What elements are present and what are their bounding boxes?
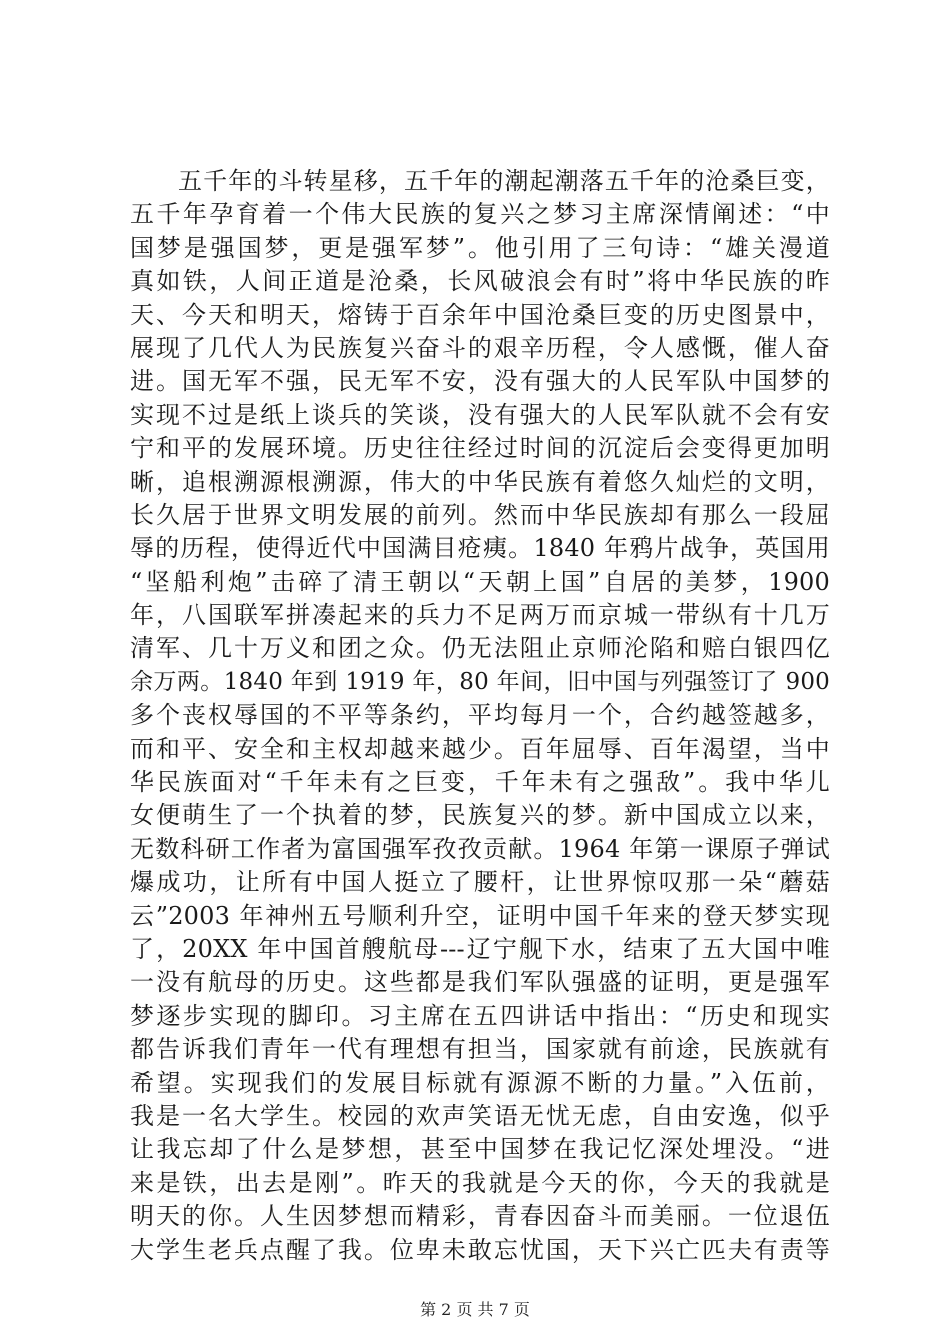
paragraph-line: 展现了几代人为民族复兴奋斗的艰辛历程，令人感慨，催人奋 (130, 333, 830, 362)
paragraph-line: 宁和平的发展环境。历史往往经过时间的沉淀后会变得更加明 (130, 434, 830, 463)
paragraph-line: 国梦是强国梦，更是强军梦”。他引用了三句诗：“雄关漫道 (130, 233, 830, 262)
paragraph-line: 大学生老兵点醒了我。位卑未敢忘忧国，天下兴亡匹夫有责等 (130, 1235, 830, 1264)
paragraph-line: 了，20XX 年中国首艘航母---辽宁舰下水，结束了五大国中唯 (130, 934, 830, 963)
paragraph-line: 年，八国联军拼凑起来的兵力不足两万而京城一带纵有十几万 (130, 601, 830, 630)
paragraph-line: 都告诉我们青年一代有理想有担当，国家就有前途，民族就有 (130, 1035, 830, 1064)
paragraph-line: 多个丧权辱国的不平等条约，平均每月一个，合约越签越多， (130, 701, 830, 730)
paragraph-line: 爆成功，让所有中国人挺立了腰杆，让世界惊叹那一朵“蘑菇 (130, 868, 830, 897)
paragraph-line: 五千年孕育着一个伟大民族的复兴之梦习主席深情阐述：“中 (130, 200, 830, 229)
paragraph-line: “坚船利炮”击碎了清王朝以“天朝上国”自居的美梦，1900 (130, 567, 830, 596)
paragraph-line: 天、今天和明天，熔铸于百余年中国沧桑巨变的历史图景中， (130, 300, 830, 329)
paragraph-line: 明天的你。人生因梦想而精彩，青春因奋斗而美丽。一位退伍 (130, 1202, 830, 1231)
paragraph-line: 我是一名大学生。校园的欢声笑语无忧无虑，自由安逸，似乎 (130, 1101, 830, 1130)
paragraph-line: 进。国无军不强，民无军不安，没有强大的人民军队中国梦的 (130, 367, 830, 396)
paragraph-line: 一没有航母的历史。这些都是我们军队强盛的证明，更是强军 (130, 968, 830, 997)
paragraph-line: 让我忘却了什么是梦想，甚至中国梦在我记忆深处埋没。“进 (130, 1135, 830, 1164)
paragraph-line: 辱的历程，使得近代中国满目疮痍。1840 年鸦片战争，英国用 (130, 534, 830, 563)
paragraph-line: 真如铁，人间正道是沧桑，长风破浪会有时”将中华民族的昨 (130, 267, 830, 296)
paragraph-line: 长久居于世界文明发展的前列。然而中华民族却有那么一段屈 (130, 500, 830, 529)
paragraph-line: 清军、几十万义和团之众。仍无法阻止京师沦陷和赔白银四亿 (130, 634, 830, 663)
body-paragraph (130, 165, 830, 1267)
paragraph-line: 余万两。1840 年到 1919 年，80 年间，旧中国与列强签订了 900 (130, 668, 830, 695)
paragraph-line: 女便萌生了一个执着的梦，民族复兴的梦。新中国成立以来， (130, 801, 830, 830)
paragraph-line: 无数科研工作者为富国强军孜孜贡献。1964 年第一课原子弹试 (130, 834, 830, 863)
paragraph-line: 五千年的斗转星移，五千年的潮起潮落五千年的沧桑巨变， (178, 167, 830, 195)
paragraph-line: 华民族面对“千年未有之巨变，千年未有之强敌”。我中华儿 (130, 768, 830, 797)
paragraph-line: 希望。实现我们的发展目标就有源源不断的力量。”入伍前， (130, 1068, 830, 1097)
paragraph-line: 梦逐步实现的脚印。习主席在五四讲话中指出：“历史和现实 (130, 1001, 830, 1030)
paragraph-line: 来是铁，出去是刚”。昨天的我就是今天的你，今天的我就是 (130, 1168, 830, 1197)
paragraph-line: 实现不过是纸上谈兵的笑谈，没有强大的人民军队就不会有安 (130, 400, 830, 429)
paragraph-line: 晰，追根溯源根溯源，伟大的中华民族有着悠久灿烂的文明， (130, 467, 830, 496)
page-number-footer: 第 2 页 共 7 页 (420, 1300, 530, 1319)
paragraph-line: 而和平、安全和主权却越来越少。百年屈辱、百年渴望，当中 (130, 734, 830, 763)
paragraph-line: 云”2003 年神州五号顺利升空，证明中国千年来的登天梦实现 (130, 901, 830, 930)
